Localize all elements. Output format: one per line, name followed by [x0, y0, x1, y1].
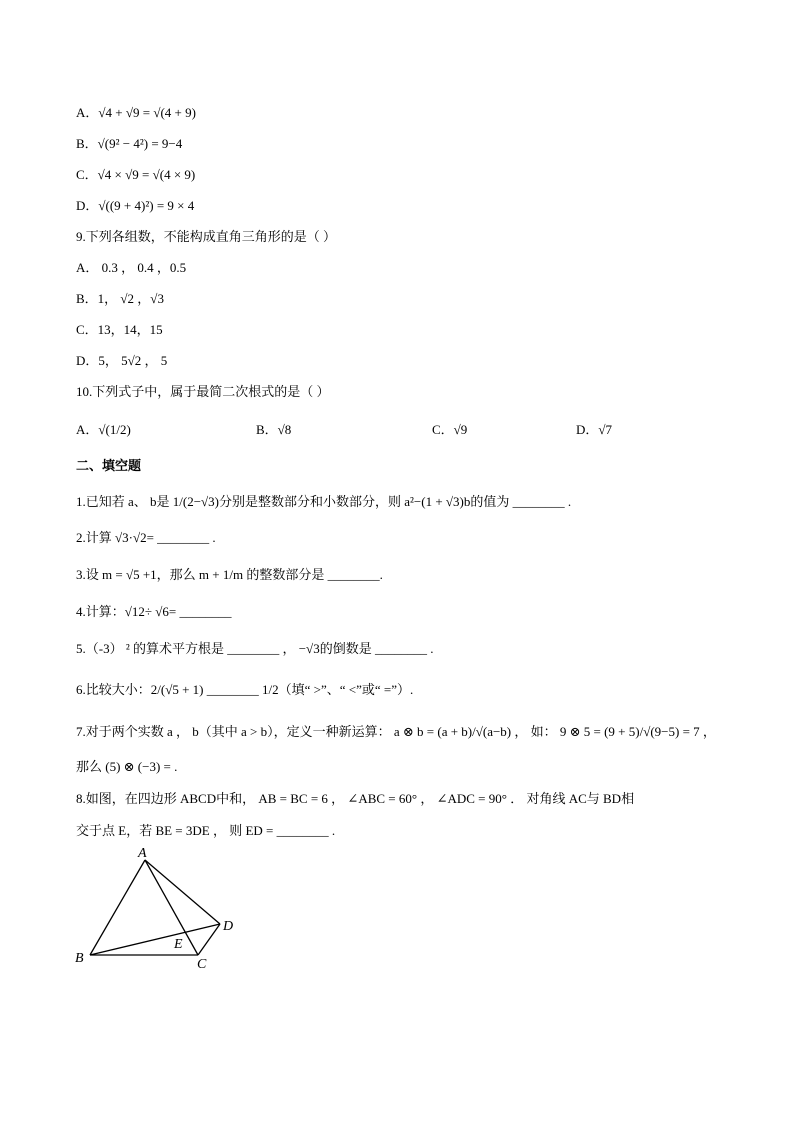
- q10-option-d: D．√7: [576, 422, 613, 437]
- q10-option-b: B．√8: [256, 422, 292, 437]
- q10-stem: 10.下列式子中，属于最简二次根式的是（ ）: [76, 384, 330, 399]
- label-b: B: [75, 951, 84, 966]
- q10-option-c: C．√9: [432, 422, 468, 437]
- quadrilateral-figure: [70, 842, 250, 972]
- segment-bd: [90, 924, 220, 955]
- fill-question-1: 1.已知若 a、 b是 1/(2−√3)分别是整数部分和小数部分，则 a²−(1 + √3)b的值为 ________ .: [76, 494, 572, 509]
- segment-ab: [90, 860, 145, 955]
- label-e: E: [174, 937, 183, 952]
- fill-question-3: 3.设 m = √5 +1，那么 m + 1/m 的整数部分是 ________.: [76, 567, 383, 582]
- q9-option-a: A． 0.3 ， 0.4 ，0.5: [76, 260, 187, 275]
- fill-question-7-line2: 那么 (5) ⊗ (−3) = .: [76, 759, 178, 774]
- q9-option-b: B．1， √2 ，√3: [76, 291, 164, 306]
- q9-option-c: C．13，14，15: [76, 322, 163, 337]
- figure-lines: [90, 860, 220, 955]
- segment-ad: [145, 860, 220, 924]
- q8-option-a: A．√4 + √9 = √(4 + 9): [76, 105, 196, 120]
- fill-question-4: 4.计算：√12÷ √6= ________: [76, 604, 232, 619]
- label-d: D: [223, 919, 234, 934]
- q8-option-d: D．√((9 + 4)²) = 9 × 4: [76, 198, 195, 213]
- q9-option-d: D．5， 5√2 ， 5: [76, 353, 168, 368]
- fill-question-8-line2: 交于点 E，若 BE = 3DE ， 则 ED = ________ .: [76, 823, 336, 838]
- label-a: A: [138, 846, 147, 861]
- fill-question-5: 5.（-3） ² 的算术平方根是 ________ ， −√3的倒数是 ________ .: [76, 641, 434, 656]
- fill-question-8-line1: 8.如图，在四边形 ABCD中和， AB = BC = 6 ， ∠ABC = 60° ， ∠ADC = 90° ． 对角线 AC与 BD相: [76, 791, 635, 806]
- fill-question-6: 6.比较大小：2/(√5 + 1) ________ 1/2（填“ >”、“ <”或“ =”）.: [76, 682, 414, 697]
- label-c: C: [197, 957, 207, 972]
- fill-question-7-line1: 7.对于两个实数 a ， b（其中 a > b），定义一种新运算： a ⊗ b = (a + b)/√(a−b) ， 如： 9 ⊗ 5 = (9 + 5)/√(9−5) = 7 ，: [76, 724, 716, 739]
- fill-question-2: 2.计算 √3·√2= ________ .: [76, 530, 216, 545]
- segment-ac: [145, 860, 198, 955]
- q9-stem: 9.下列各组数，不能构成直角三角形的是（ ）: [76, 229, 337, 244]
- q8-option-b: B．√(9² − 4²) = 9−4: [76, 136, 183, 151]
- section-heading-fill-in: 二、填空题: [76, 458, 142, 473]
- q10-option-a: A．√(1/2): [76, 422, 131, 437]
- q8-option-c: C．√4 × √9 = √(4 × 9): [76, 167, 196, 182]
